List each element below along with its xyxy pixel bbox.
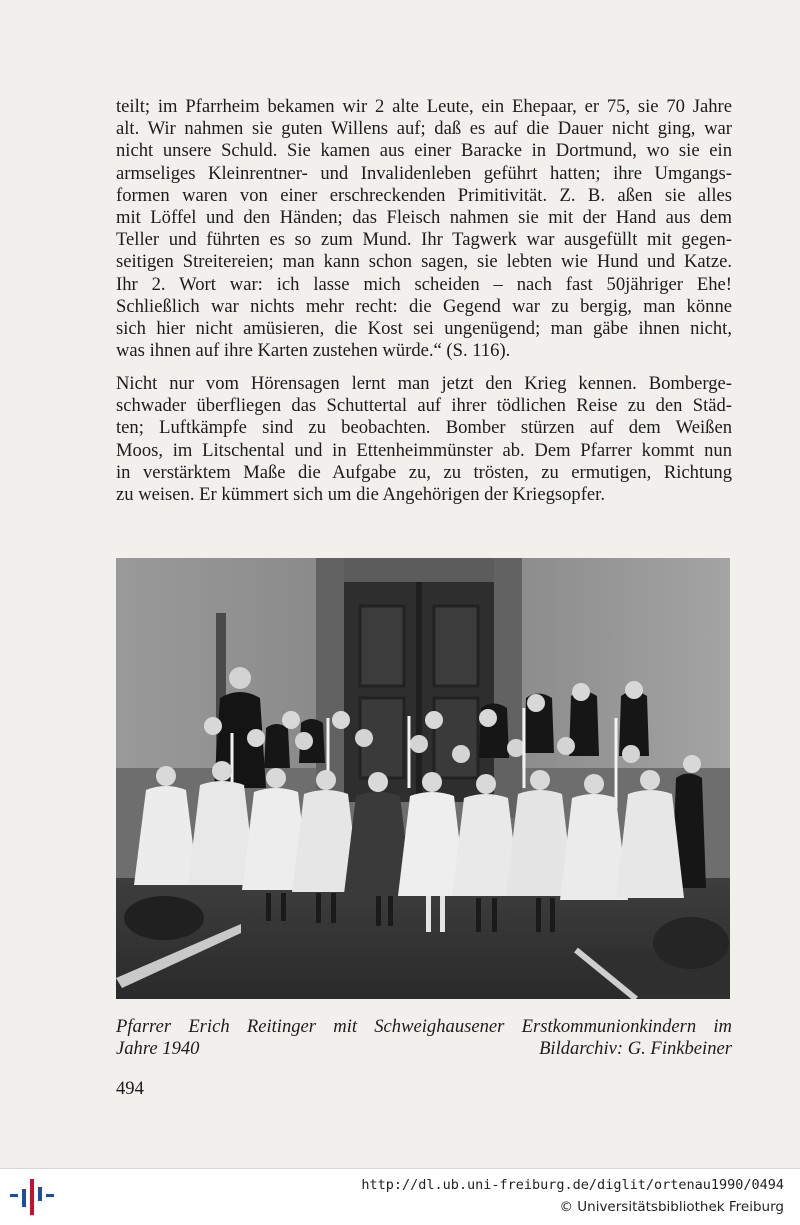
photograph-communion-children — [116, 558, 730, 999]
text-line: seitigen Streitereien; man kann schon sagen, sie lebten wie Hund und Katze. — [116, 251, 732, 273]
text-line: in verstärktem Maße die Aufgabe zu, zu trösten, zu ermutigen, Richtung — [116, 461, 732, 483]
text-line: schwader überfliegen das Schuttertal auf ihrer tödlichen Reise zu den Städ- — [116, 395, 732, 417]
text-line: Schließlich war nichts mehr recht: die Gegend war zu bergig, man könne — [116, 295, 732, 317]
text-line: Teller und führten es so zum Mund. Ihr Tagwerk war ausgefüllt mit gegen- — [116, 229, 732, 251]
text-line: Nicht nur vom Hörensagen lernt man jetzt den Krieg kennen. Bomberge- — [116, 373, 732, 394]
caption-line-1: Pfarrer Erich Reitinger mit Schweighausener Erstkommunionkindern im — [116, 1016, 732, 1037]
text-line: Ihr 2. Wort war: ich lasse mich scheiden – nach fast 50jähriger Ehe! — [116, 273, 732, 295]
text-line: mit Löffel und den Händen; das Fleisch nahmen sie mit der Hand aus dem — [116, 207, 732, 229]
text-line: formen waren von einer erschreckenden Primitivität. Z. B. aßen sie alles — [116, 184, 732, 206]
text-line: was ihnen auf ihre Karten zustehen würde.“ (S. 116). — [116, 340, 511, 362]
text-line: Moos, im Litschental und in Ettenheimmünster ab. Dem Pfarrer kommt nun — [116, 439, 732, 461]
text-line: zu weisen. Er kümmert sich um die Angehörigen der Kriegsopfer. — [116, 484, 605, 506]
photo-caption — [116, 1016, 732, 1060]
caption-year: Jahre 1940 — [116, 1038, 200, 1059]
text-line: sich hier nicht amüsieren, die Kost sei ungenügend; man gäbe ihnen nicht, — [116, 318, 732, 340]
footer-copyright: © Universitätsbibliothek Freiburg — [559, 1199, 784, 1215]
footer-url-link[interactable]: http://dl.ub.uni-freiburg.de/diglit/ortenau1990/0494 — [361, 1177, 784, 1193]
text-line: nicht unsere Schuld. Sie kamen aus einer Baracke in Dortmund, wo sie ein — [116, 140, 732, 162]
text-line: alt. Wir nahmen sie guten Willens auf; daß es auf die Dauer nicht ging, war — [116, 118, 732, 140]
footer-bar — [0, 1168, 800, 1225]
university-library-logo-icon — [10, 1179, 54, 1215]
text-line: teilt; im Pfarrheim bekamen wir 2 alte Leute, ein Ehepaar, er 75, sie 70 Jahre — [116, 96, 732, 117]
text-line: armseliges Kleinrentner- und Invalidenleben geführt hatten; ihre Umgangs- — [116, 162, 732, 184]
body-paragraph-1 — [116, 96, 732, 362]
text-line: ten; Luftkämpfe sind zu beobachten. Bomber stürzen auf dem Weißen — [116, 417, 732, 439]
body-paragraph-2 — [116, 373, 732, 506]
page-number: 494 — [116, 1078, 144, 1099]
caption-credit: Bildarchiv: G. Finkbeiner — [539, 1038, 732, 1059]
